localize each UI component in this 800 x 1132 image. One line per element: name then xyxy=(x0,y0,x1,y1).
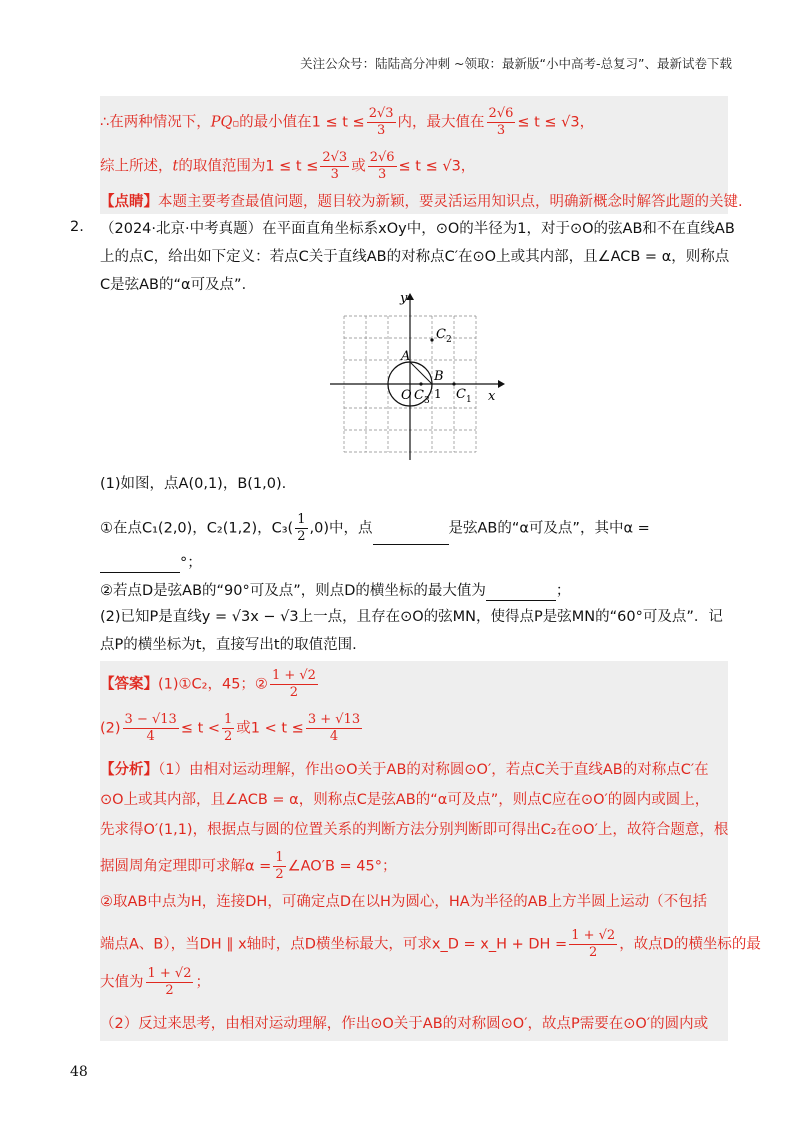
analysis-line-1: 【分析】（1）由相对运动理解，作出⊙O关于AB的对称圆⊙O′，若点C关于直线AB的对称点C′在 xyxy=(100,762,709,778)
point-c1 xyxy=(452,382,455,385)
page-header: 关注公众号：陆陆高分冲刺 ~领取：最新版“小中高考-总复习”、最新试卷下载 xyxy=(300,56,732,71)
part1-question-1: ①在点C₁(2,0)，C₂(1,2)，C₃( $\frac{1}{2}$ ,0)中，点 是弦AB的“α可及点”，其中α = xyxy=(100,512,650,544)
point-a-label: A xyxy=(401,349,411,364)
prev-solution-line-2: 综上所述，t的取值范围为1 ≤ t ≤ $\frac{2√3}{3}$ 或 $\frac{2√6}{3}$ ≤ t ≤ √3， xyxy=(100,150,476,182)
answer-blank-2 xyxy=(100,552,180,573)
analysis-line-3: 先求得O′(1,1)，根据点与圆的位置关系的判断方法分别判断即可得出C₂在⊙O′上，故符合题意，根 xyxy=(100,822,729,838)
point-c3 xyxy=(419,382,422,385)
x-axis-label: x xyxy=(488,389,496,404)
part1-question-1-line-2: °； xyxy=(100,552,202,573)
point-c1-sub: 1 xyxy=(466,395,472,405)
part2-line-1: (2)已知P是直线y = √3x − √3上一点，且存在⊙O的弦MN，使得点P是弦MN的“60°可及点”．记 xyxy=(100,609,723,625)
question-stem-line-1: （2024·北京·中考真题）在平面直角坐标系xOy中，⊙O的半径为1，对于⊙O的弦AB和不在直线AB xyxy=(100,221,735,237)
analysis-line-4: 据圆周角定理即可求解α = $\frac{1}{2}$ ∠AO′B = 45°； xyxy=(100,850,397,882)
analysis-line-5: ②取AB中点为H，连接DH，可确定点D在以H为圆心，HA为半径的AB上方半圆上运动（不包括 xyxy=(100,894,708,910)
analysis-line-6: 端点A、B），当DH ∥ x轴时，点D横坐标最大，可求x_D = x_H + DH = $\frac{1 + √2}{2}$ ，故点D的横坐标的最 xyxy=(100,928,761,960)
point-c2-sub: 2 xyxy=(446,335,452,345)
x-axis-arrow xyxy=(498,380,505,388)
tick-1-label: 1 xyxy=(434,387,442,401)
prev-solution-line-1: ∴在两种情况下，PQ▫的最小值在1 ≤ t ≤ $\frac{2√3}{3}$ 内，最大值在 $\frac{2√6}{3}$ ≤ t ≤ √3， xyxy=(100,106,595,138)
point-c2 xyxy=(430,338,433,341)
origin-label: O xyxy=(401,388,412,403)
question-stem-line-2: 上的点C，给出如下定义：若点C关于直线AB的对称点C′在⊙O上或其内部，且∠ACB = α，则称点 xyxy=(100,249,730,265)
answer-line-2: (2) $\frac{3 - √13}{4}$ ≤ t < $\frac{1}{2}$ 或1 < t ≤ $\frac{3 + √13}{4}$ xyxy=(100,712,361,744)
y-axis-label: y xyxy=(400,291,408,306)
part1-question-2: ②若点D是弦AB的“90°可及点”，则点D的横坐标的最大值为 ； xyxy=(100,580,570,601)
answer-blank-3 xyxy=(486,580,556,601)
analysis-line-7: 大值为 $\frac{1 + √2}{2}$ ； xyxy=(100,966,210,998)
analysis-line-2: ⊙O上或其内部，且∠ACB = α，则称点C是弦AB的“α可及点”，则点C应在⊙O′的圆内或圆上， xyxy=(100,792,710,808)
point-c3-sub: 3 xyxy=(424,396,430,406)
question-number: 2. xyxy=(70,219,84,235)
page-number: 48 xyxy=(70,1064,88,1080)
part2-line-2: 点P的横坐标为t，直接写出t的取值范围. xyxy=(100,637,357,653)
prev-solution-comment: 【点睛】本题主要考查最值问题，题目较为新颖，要灵活运用知识点，明确新概念时解答此题的关键. xyxy=(100,194,743,210)
answer-line-1: 【答案】(1)①C₂，45；② $\frac{1 + √2}{2}$ xyxy=(100,668,316,700)
point-c2-label: C xyxy=(436,327,446,342)
point-c1-label: C xyxy=(456,387,466,402)
answer-blank-1 xyxy=(373,524,449,545)
question-stem-line-3: C是弦AB的“α可及点”． xyxy=(100,277,257,293)
part1-intro: (1)如图，点A(0,1)，B(1,0). xyxy=(100,476,287,492)
point-c3-label: C xyxy=(414,388,424,403)
analysis-line-8: （2）反过来思考，由相对运动理解，作出⊙O关于AB的对称圆⊙O′，故点P需要在⊙O′的圆内或 xyxy=(100,1016,709,1032)
point-b-label: B xyxy=(434,369,444,384)
coordinate-figure xyxy=(330,290,510,460)
